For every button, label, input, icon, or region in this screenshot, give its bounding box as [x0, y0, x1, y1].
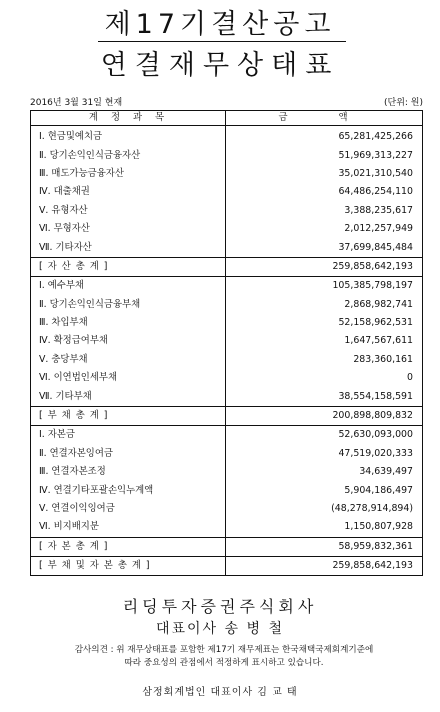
amount-value: 51,969,313,227 — [338, 149, 413, 161]
amount-value: 37,699,845,484 — [338, 241, 413, 253]
statement-meta — [30, 97, 423, 109]
auditor: 삼정회계법인 대표이사 김 교 태 — [142, 687, 298, 698]
account-name: [ 자 본 총 계 ] — [31, 537, 226, 556]
balance-sheet-table — [30, 110, 423, 576]
table-row — [31, 500, 423, 518]
account-name: Ⅱ. 당기손익인식금융자산 — [31, 146, 226, 164]
account-name: Ⅶ. 기타부채 — [31, 387, 226, 406]
table-row — [31, 238, 423, 257]
table-row — [31, 369, 423, 387]
amount-value: 1,150,807,928 — [344, 521, 413, 533]
account-name: Ⅳ. 확정급여부채 — [31, 332, 226, 350]
table-row — [31, 518, 423, 537]
table-row — [31, 296, 423, 314]
account-name: Ⅴ. 연결이익잉여금 — [31, 500, 226, 518]
table-header-row — [31, 111, 423, 126]
unit-label: (단위: 원) — [384, 98, 423, 108]
amount-value: 0 — [407, 372, 413, 384]
statement-title: 연결재무상태표 — [100, 50, 340, 81]
amount-value: 47,519,020,333 — [338, 447, 413, 459]
account-name: Ⅱ. 당기손익인식금융부채 — [31, 296, 226, 314]
account-name: Ⅲ. 연결자본조정 — [31, 463, 226, 481]
account-name: Ⅵ. 무형자산 — [31, 220, 226, 238]
amount-value: 3,388,235,617 — [344, 204, 413, 216]
header-account: 계 정 과 목 — [31, 111, 226, 126]
table-row — [31, 146, 423, 164]
amount-value: 65,281,425,266 — [338, 131, 413, 143]
amount-value: 52,158,962,531 — [338, 317, 413, 329]
account-name: Ⅴ. 유형자산 — [31, 202, 226, 220]
account-name: Ⅵ. 비지배지분 — [31, 518, 226, 537]
table-row — [31, 165, 423, 183]
total-row — [31, 537, 423, 556]
total-row — [31, 257, 423, 276]
amount-value: 200,898,809,832 — [226, 406, 423, 425]
header-amount: 금 액 — [226, 111, 423, 126]
amount-value: 259,858,642,193 — [226, 556, 423, 575]
account-name: Ⅲ. 차입부채 — [31, 314, 226, 332]
title-underline — [98, 41, 346, 42]
table-row — [31, 463, 423, 481]
table-row — [31, 481, 423, 499]
amount-value: 52,630,093,000 — [338, 429, 413, 441]
amount-value: (48,278,914,894) — [331, 503, 413, 514]
audit-opinion-line: 따라 중요성의 관점에서 적정하게 표시하고 있습니다. — [124, 658, 324, 668]
table-row — [31, 220, 423, 238]
statement-date: 2016년 3월 31일 현재 — [30, 98, 123, 108]
table-row — [31, 126, 423, 147]
audit-opinion — [28, 644, 420, 670]
audit-opinion-line: 감사의견 : 위 재무상태표를 포함한 제17기 재무제표는 한국채택국제회계기준에 — [74, 645, 374, 655]
amount-value: 2,868,982,741 — [344, 298, 413, 310]
table-row — [31, 351, 423, 369]
table-row — [31, 387, 423, 406]
table-row — [31, 426, 423, 445]
table-row — [31, 202, 423, 220]
amount-value: 64,486,254,110 — [338, 186, 413, 198]
representative: 대표이사 송 병 철 — [155, 621, 285, 637]
amount-value: 1,647,567,611 — [344, 335, 413, 347]
account-name: Ⅲ. 매도가능금융자산 — [31, 165, 226, 183]
account-name: Ⅵ. 이연법인세부채 — [31, 369, 226, 387]
account-name: Ⅰ. 현금및예치금 — [31, 126, 226, 147]
amount-value: 105,385,798,197 — [332, 280, 413, 292]
company-name: 리딩투자증권주식회사 — [122, 597, 318, 616]
table-row — [31, 183, 423, 201]
amount-value: 35,021,310,540 — [338, 167, 413, 179]
page-title: 제17기결산공고 — [104, 9, 336, 40]
account-name: [ 부 채 및 자 본 총 계 ] — [31, 556, 226, 575]
table-row — [31, 314, 423, 332]
account-name: [ 부 채 총 계 ] — [31, 406, 226, 425]
table-row — [31, 277, 423, 296]
amount-value: 34,639,497 — [359, 466, 413, 478]
total-row — [31, 406, 423, 425]
amount-value: 259,858,642,193 — [226, 257, 423, 276]
amount-value: 58,959,832,361 — [226, 537, 423, 556]
amount-value: 5,904,186,497 — [344, 484, 413, 496]
amount-value: 38,554,158,591 — [338, 390, 413, 402]
account-name: Ⅳ. 대출채권 — [31, 183, 226, 201]
account-name: Ⅱ. 연결자본잉여금 — [31, 445, 226, 463]
account-name: Ⅳ. 연결기타포괄손익누계액 — [31, 481, 226, 499]
account-name: Ⅴ. 충당부채 — [31, 351, 226, 369]
account-name: Ⅶ. 기타자산 — [31, 238, 226, 257]
table-row — [31, 445, 423, 463]
table-body — [31, 126, 423, 576]
table-row — [31, 332, 423, 350]
amount-value: 283,360,161 — [353, 353, 413, 365]
account-name: Ⅰ. 예수부채 — [31, 277, 226, 296]
account-name: Ⅰ. 자본금 — [31, 426, 226, 445]
total-row — [31, 556, 423, 575]
amount-value: 2,012,257,949 — [344, 223, 413, 235]
account-name: [ 자 산 총 계 ] — [31, 257, 226, 276]
